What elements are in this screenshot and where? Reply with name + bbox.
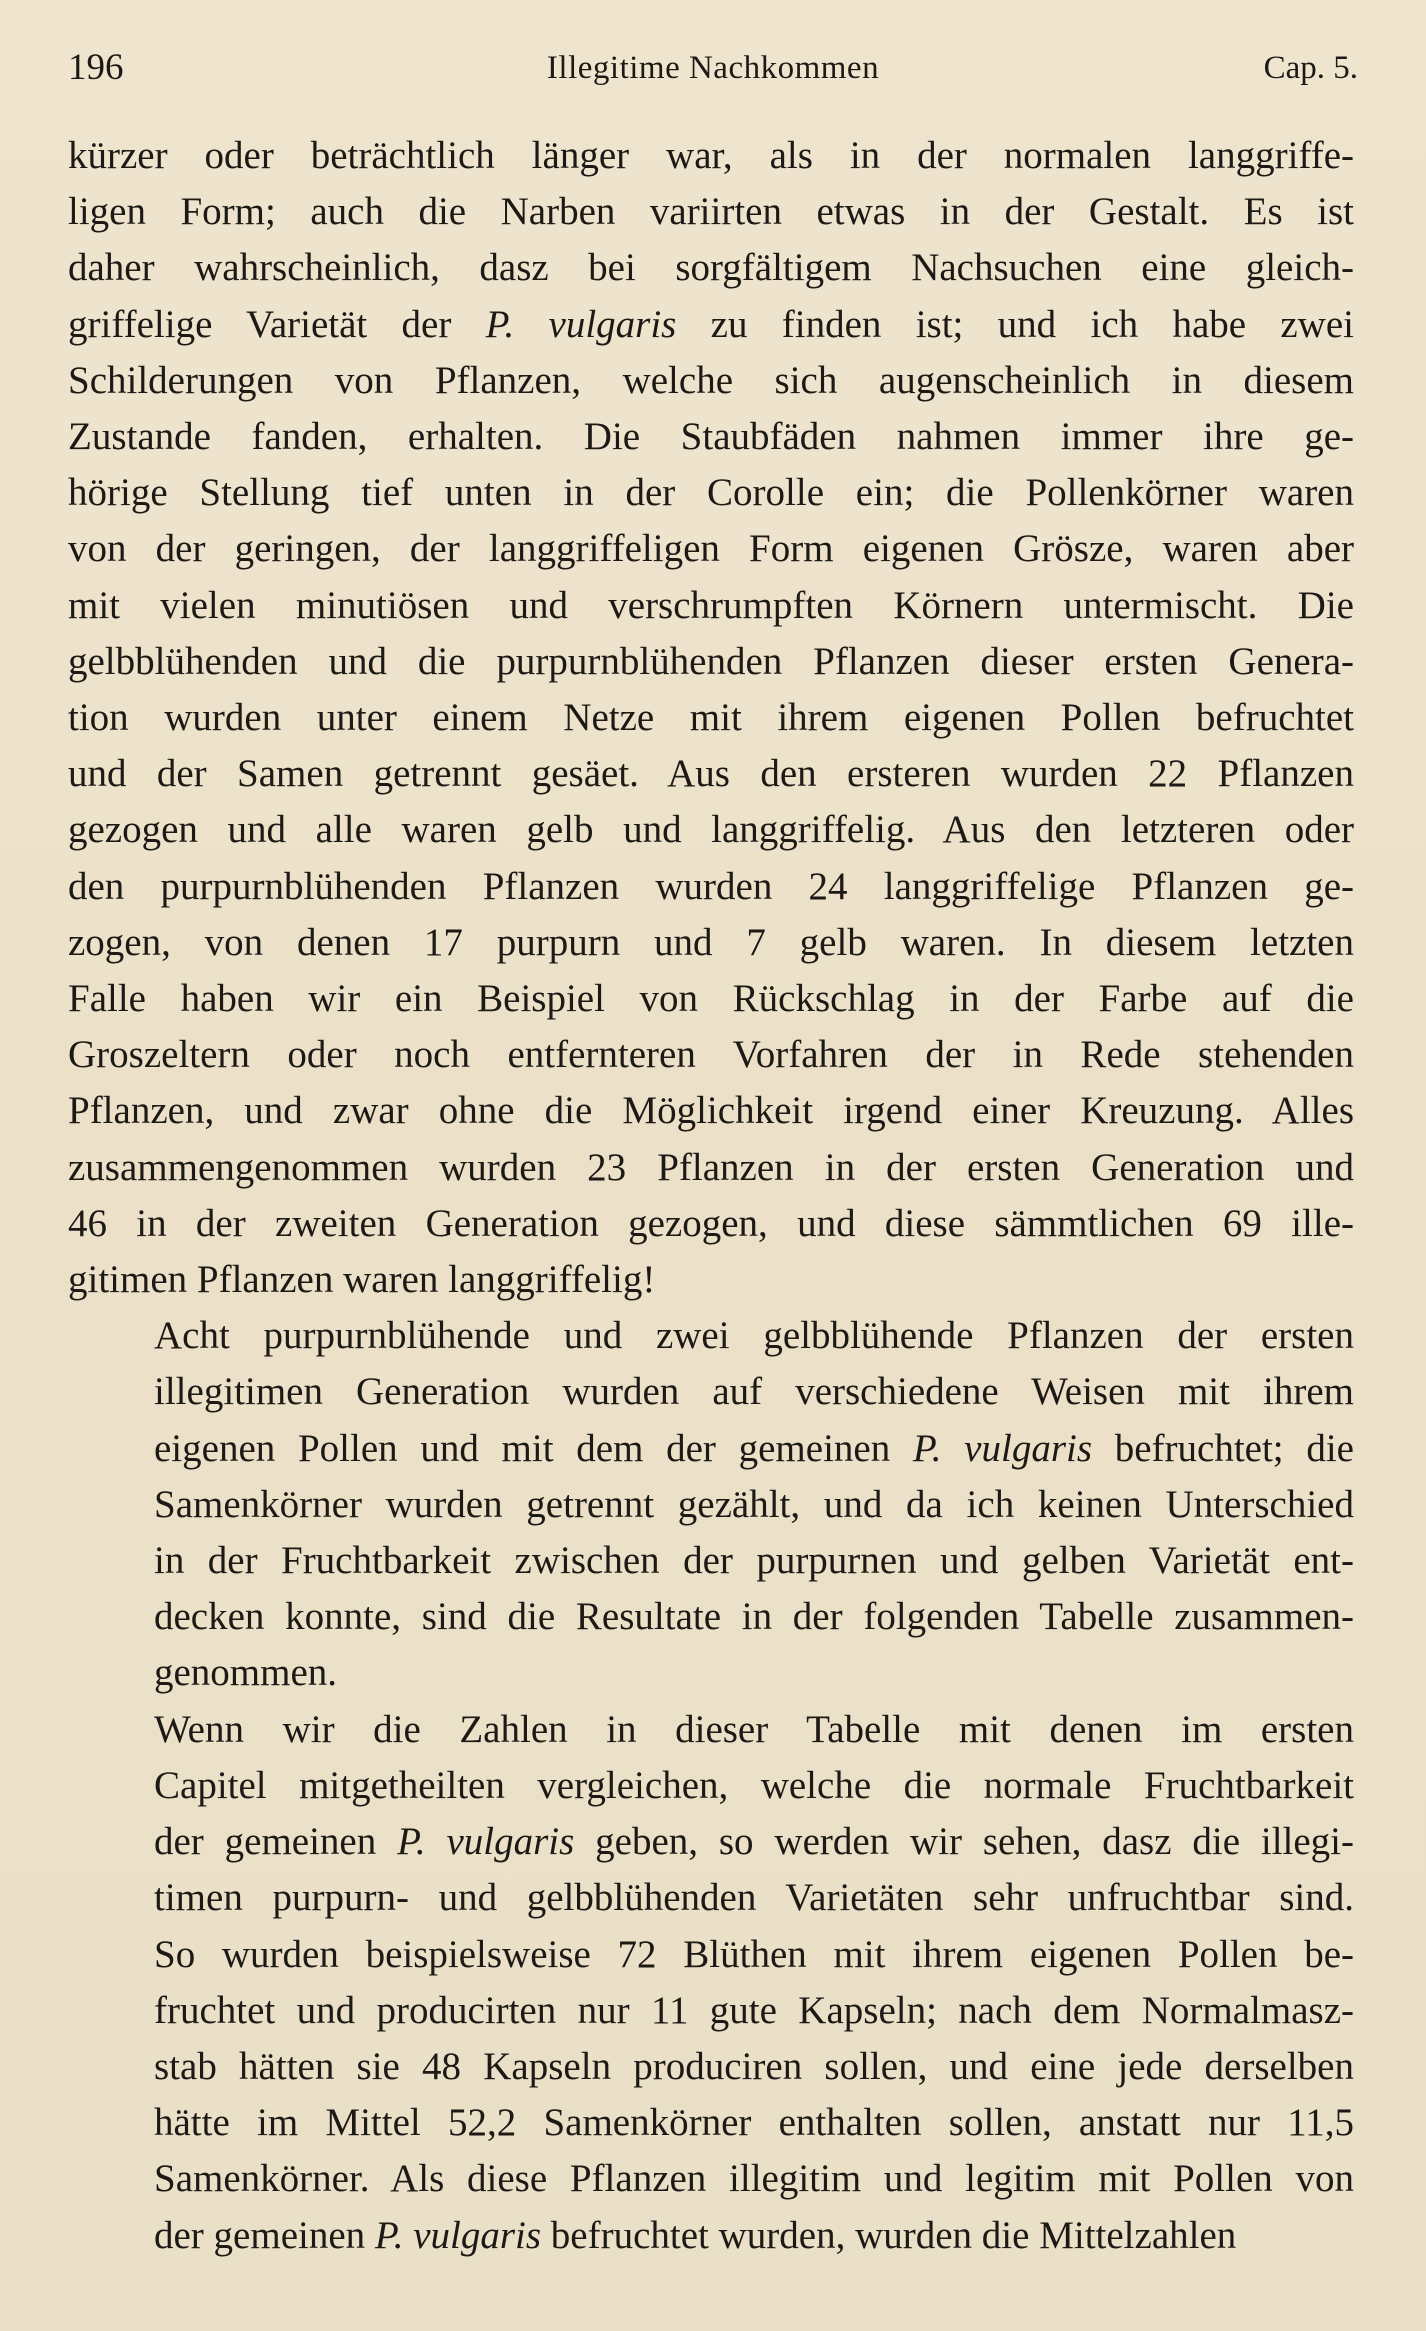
text-line: fruchtet und producirten nur 11 gute Kapseln; nach dem Normalmasz- (154, 1988, 1354, 2032)
paragraph (68, 1308, 1354, 1701)
text-line: stab hätten sie 48 Kapseln produciren sollen, und eine jede derselben (154, 2044, 1354, 2088)
text-line: zusammengenommen wurden 23 Pflanzen in der ersten Generation und (68, 1145, 1354, 1189)
text-segment: geben, so werden wir sehen, dasz die illegi- (574, 1820, 1355, 1864)
text-segment: befruchtet wurden, wurden die Mittelzahlen (541, 2213, 1237, 2257)
text-line: kürzer oder beträchtlich länger war, als in der normalen langgriffe- (68, 134, 1354, 177)
text-segment: zu finden ist; und ich habe zwei (676, 302, 1354, 346)
text-line: gelbblühenden und die purpurnblühenden Pflanzen dieser ersten Genera- (68, 639, 1354, 683)
text-line: Capitel mitgetheilten vergleichen, welche die normale Fruchtbarkeit (154, 1763, 1354, 1807)
text-line: ligen Form; auch die Narben variirten etwas in der Gestalt. Es ist (68, 190, 1354, 234)
text-line: illegitimen Generation wurden auf verschiedene Weisen mit ihrem (154, 1370, 1354, 1414)
text-line: Groszeltern oder noch entfernteren Vorfahren der in Rede stehenden (68, 1033, 1354, 1077)
text-line: Wenn wir die Zahlen in dieser Tabelle mit denen im ersten (154, 1707, 1354, 1751)
text-line: Samenkörner. Als diese Pflanzen illegitim und legitim mit Pollen von (154, 2157, 1354, 2201)
text-segment: griffelige Varietät der (68, 302, 486, 346)
text-line: mit vielen minutiösen und verschrumpften Körnern untermischt. Die (68, 583, 1354, 627)
body-text (68, 128, 1354, 2264)
italic-species-name: P. vulgaris (397, 1820, 575, 1864)
text-segment: eigenen Pollen und mit dem der gemeinen (154, 1426, 913, 1470)
text-line: So wurden beispielsweise 72 Blüthen mit ihrem eigenen Pollen be- (154, 1932, 1354, 1976)
text-segment: befruchtet; die (1092, 1426, 1354, 1470)
text-segment: der gemeinen (154, 1820, 398, 1864)
text-line: und der Samen getrennt gesäet. Aus den ersteren wurden 22 Pflanzen (68, 752, 1354, 796)
text-line: Falle haben wir ein Beispiel von Rückschlag in der Farbe auf die (68, 977, 1354, 1021)
text-line: gezogen und alle waren gelb und langgriffelig. Aus den letzteren oder (68, 808, 1354, 852)
text-line: zogen, von denen 17 purpurn und 7 gelb waren. In diesem letzten (68, 920, 1354, 964)
running-head (68, 44, 1358, 92)
italic-species-name: P. vulgaris (485, 302, 677, 346)
text-line (68, 1814, 1354, 1870)
text-segment: der gemeinen (154, 2213, 375, 2257)
text-line (68, 297, 1354, 353)
running-title: Illegitime Nachkommen (546, 50, 880, 86)
text-line (68, 2208, 1354, 2264)
italic-species-name: P. vulgaris (912, 1426, 1093, 1470)
text-line: Zustande fanden, erhalten. Die Staubfäden nahmen immer ihre ge- (68, 415, 1354, 459)
text-line: daher wahrscheinlich, dasz bei sorgfältigem Nachsuchen eine gleich- (68, 246, 1354, 290)
text-line (68, 1421, 1354, 1477)
text-line: in der Fruchtbarkeit zwischen der purpurnen und gelben Varietät ent- (154, 1539, 1354, 1583)
text-line: den purpurnblühenden Pflanzen wurden 24 langgriffelige Pflanzen ge- (68, 864, 1354, 908)
chapter-label: Cap. 5. (1263, 50, 1358, 86)
text-line: Schilderungen von Pflanzen, welche sich augenscheinlich in diesem (68, 358, 1354, 402)
text-line: von der geringen, der langgriffeligen Form eigenen Grösze, waren aber (68, 527, 1354, 571)
paragraph (68, 128, 1354, 1308)
page-number: 196 (68, 47, 124, 88)
text-line: Acht purpurnblühende und zwei gelbblühende Pflanzen der ersten (154, 1314, 1354, 1358)
text-line: decken konnte, sind die Resultate in der folgenden Tabelle zusammen- (154, 1595, 1354, 1639)
text-line: tion wurden unter einem Netze mit ihrem eigenen Pollen befruchtet (68, 696, 1354, 740)
text-line: 46 in der zweiten Generation gezogen, und diese sämmtlichen 69 ille- (68, 1201, 1354, 1245)
text-line: hörige Stellung tief unten in der Corolle ein; die Pollenkörner waren (68, 471, 1354, 515)
text-line: Samenkörner wurden getrennt gezählt, und da ich keinen Unterschied (154, 1482, 1354, 1526)
text-line: hätte im Mittel 52,2 Samenkörner enthalten sollen, anstatt nur 11,5 (154, 2101, 1354, 2145)
text-line: gitimen Pflanzen waren langgriffelig! (68, 1258, 656, 1302)
text-line: genommen. (154, 1651, 338, 1695)
text-line: Pflanzen, und zwar ohne die Möglichkeit irgend einer Kreuzung. Alles (68, 1089, 1354, 1133)
paragraph (68, 1702, 1354, 2264)
italic-species-name: P. vulgaris (374, 2213, 542, 2257)
text-line: timen purpurn- und gelbblühenden Varietäten sehr unfruchtbar sind. (154, 1876, 1354, 1920)
